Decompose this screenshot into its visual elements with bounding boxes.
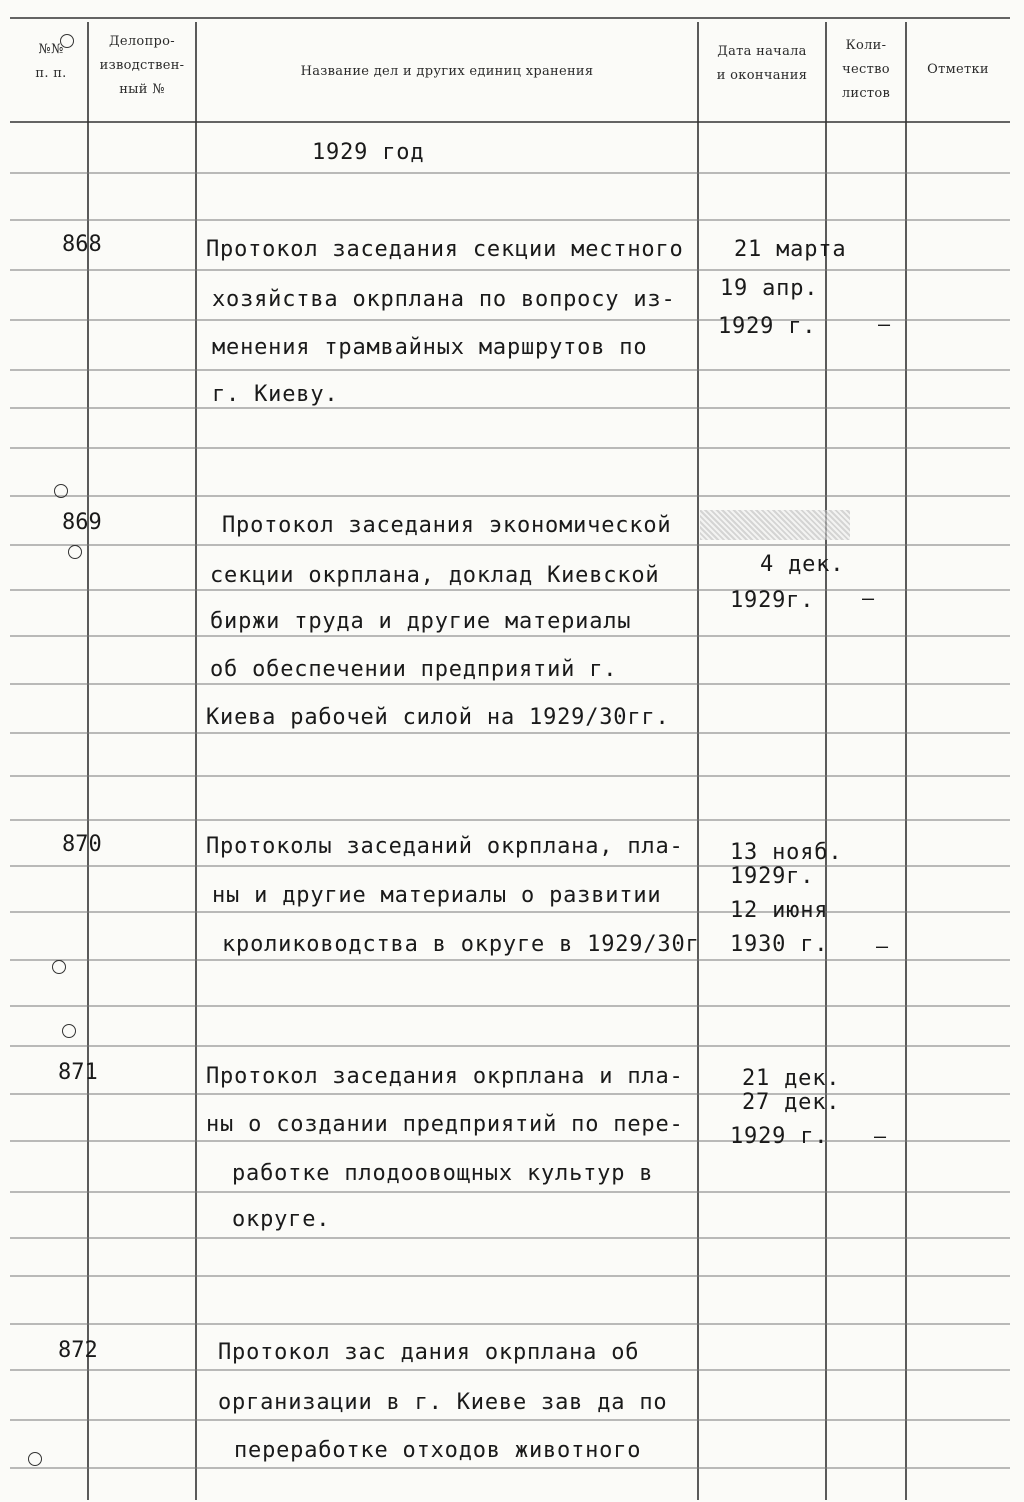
entry-number: 868 <box>62 232 102 257</box>
header-count-column <box>828 34 904 106</box>
header-dates-line: Дата начала <box>717 44 807 59</box>
punch-hole-mark <box>62 1024 76 1038</box>
entry-title-line: ны и другие материалы о развитии <box>212 883 662 908</box>
entry-date-line: 4 дек. <box>760 552 845 577</box>
entry-date-line: 1929г. <box>730 588 815 613</box>
header-number-label: №№ <box>38 42 64 57</box>
punch-hole-mark <box>68 545 82 559</box>
entry-number: 870 <box>62 832 102 857</box>
entry-title-line: организации в г. Киеве зав да по <box>218 1390 668 1415</box>
entry-date-line: 13 нояб. <box>730 840 843 865</box>
entry-title-line: Протоколы заседаний окрплана, пла- <box>206 834 684 859</box>
entry-title-line: секции окрплана, доклад Киевской <box>210 563 660 588</box>
date-smudge <box>700 510 850 540</box>
sheet-count: – <box>878 312 891 336</box>
header-dates-column <box>700 40 824 88</box>
entry-title-line: округе. <box>232 1207 331 1232</box>
entry-title-line: кролиководства в округе в 1929/30г <box>222 932 700 957</box>
entry-title-line: переработке отходов животного <box>234 1438 642 1463</box>
entry-date-line: 1929 г. <box>718 314 817 339</box>
entry-date-line: 1929 г. <box>730 1124 829 1149</box>
entry-title-line: Протокол заседания окрплана и пла- <box>206 1064 684 1089</box>
header-count-line: Коли- <box>845 38 887 53</box>
header-office-line: ный № <box>119 82 165 97</box>
entry-title-line: Протокол заседания секции местного <box>206 237 684 262</box>
entry-title-line: Протокол зас дания окрплана об <box>218 1340 640 1365</box>
entry-date-line: 27 дек. <box>742 1090 841 1115</box>
sheet-count: – <box>874 1124 887 1148</box>
entry-title-line: г. Киеву. <box>212 382 339 407</box>
entry-title-line: Киева рабочей силой на 1929/30гг. <box>206 705 670 730</box>
entry-number: 869 <box>62 510 102 535</box>
header-count-line: чество <box>842 62 890 77</box>
row-rules <box>10 173 1010 1468</box>
sheet-count: – <box>876 934 889 958</box>
entry-date-line: 1930 г. <box>730 932 829 957</box>
entry-number: 871 <box>58 1060 98 1085</box>
header-title-label: Название дел и других единиц хранения <box>300 64 594 79</box>
sheet-count: – <box>862 586 875 610</box>
header-dates-line: и окончания <box>716 68 808 83</box>
header-notes-column <box>908 58 1008 82</box>
punch-hole-mark <box>52 960 66 974</box>
punch-hole-mark <box>54 484 68 498</box>
header-number-subtitle: п. п. <box>35 66 67 81</box>
entry-title-line: об обеспечении предприятий г. <box>210 657 618 682</box>
header-number-column <box>16 38 86 86</box>
entry-title-line: биржи труда и другие материалы <box>210 609 632 634</box>
header-title-column <box>200 60 694 84</box>
entry-title-line: хозяйства окрплана по вопросу из- <box>212 287 676 312</box>
entry-date-line: 21 дек. <box>742 1066 841 1091</box>
entry-date-line: 12 июня <box>730 898 829 923</box>
header-count-line: листов <box>841 86 891 101</box>
header-notes-label: Отметки <box>927 62 989 77</box>
header-office-column <box>90 30 194 102</box>
year-heading: 1929 год <box>312 140 425 165</box>
entry-title-line: работке плодоовощных культур в <box>232 1161 654 1186</box>
entry-title-line: ны о создании предприятий по пере- <box>206 1112 684 1137</box>
entry-date-line: 19 апр. <box>720 276 819 301</box>
entry-date-line: 1929г. <box>730 864 815 889</box>
entry-title-line: Протокол заседания экономической <box>222 513 672 538</box>
entry-date-line: 21 марта <box>734 237 847 262</box>
header-office-line: Делопро- <box>109 34 175 49</box>
punch-hole-mark <box>28 1452 42 1466</box>
header-office-line: изводствен- <box>99 58 185 73</box>
entry-title-line: менения трамвайных маршрутов по <box>212 335 648 360</box>
entry-number: 872 <box>58 1338 98 1363</box>
